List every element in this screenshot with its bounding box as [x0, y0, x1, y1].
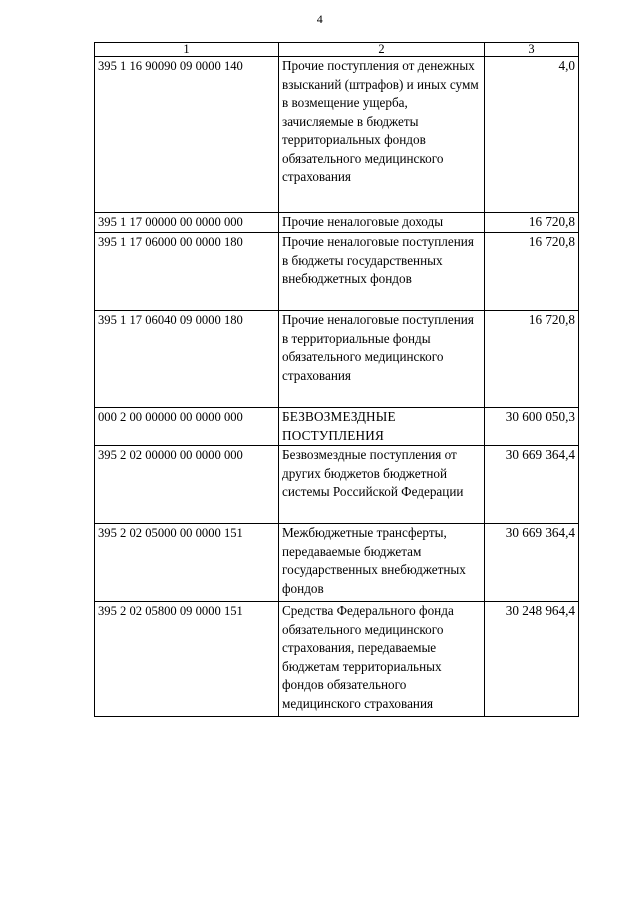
budget-code-cell: 000 2 00 00000 00 0000 000 [95, 408, 279, 446]
budget-code-cell: 395 1 17 00000 00 0000 000 [95, 213, 279, 233]
revenue-name-cell: Безвозмездные поступления от других бюджетов бюджетной системы Российской Федерации [279, 446, 485, 524]
table-row [95, 408, 579, 446]
amount-cell: 4,0 [485, 57, 579, 213]
revenue-name-cell: Прочие поступления от денежных взысканий (штрафов) и иных сумм в возмещение ущерба, зачисляемые в бюджеты территориальных фондов обязательного медицинского страхования [279, 57, 485, 213]
budget-code-cell: 395 1 17 06000 00 0000 180 [95, 233, 279, 311]
budget-code-cell: 395 2 02 00000 00 0000 000 [95, 446, 279, 524]
budget-code-cell: 395 2 02 05800 09 0000 151 [95, 602, 279, 717]
table-row [95, 524, 579, 602]
budget-code-cell: 395 1 17 06040 09 0000 180 [95, 311, 279, 408]
budget-code-cell: 395 2 02 05000 00 0000 151 [95, 524, 279, 602]
budget-revenue-table [94, 42, 579, 717]
table-row [95, 213, 579, 233]
revenue-name-cell: Прочие неналоговые поступления в территориальные фонды обязательного медицинского страхования [279, 311, 485, 408]
amount-cell: 30 669 364,4 [485, 446, 579, 524]
page-number: 4 [316, 12, 324, 26]
table-row [95, 311, 579, 408]
table-row [95, 602, 579, 717]
budget-code-cell: 395 1 16 90090 09 0000 140 [95, 57, 279, 213]
amount-cell: 16 720,8 [485, 311, 579, 408]
column-header-amount: 3 [485, 43, 579, 57]
amount-cell: 16 720,8 [485, 213, 579, 233]
revenue-name-cell: Прочие неналоговые доходы [279, 213, 485, 233]
table-row [95, 57, 579, 213]
table-row [95, 233, 579, 311]
amount-cell: 30 248 964,4 [485, 602, 579, 717]
revenue-name-cell: Средства Федерального фонда обязательного медицинского страхования, передаваемые бюджетам территориальных фондов обязательного медицинского страхования [279, 602, 485, 717]
amount-cell: 30 600 050,3 [485, 408, 579, 446]
column-header-name: 2 [279, 43, 485, 57]
column-header-code: 1 [95, 43, 279, 57]
table-row [95, 446, 579, 524]
revenue-name-cell: БЕЗВОЗМЕЗДНЫЕ ПОСТУПЛЕНИЯ [279, 408, 485, 446]
table-header-row [95, 43, 579, 57]
revenue-name-cell: Межбюджетные трансферты, передаваемые бюджетам государственных внебюджетных фондов [279, 524, 485, 602]
amount-cell: 16 720,8 [485, 233, 579, 311]
revenue-name-cell: Прочие неналоговые поступления в бюджеты государственных внебюджетных фондов [279, 233, 485, 311]
amount-cell: 30 669 364,4 [485, 524, 579, 602]
